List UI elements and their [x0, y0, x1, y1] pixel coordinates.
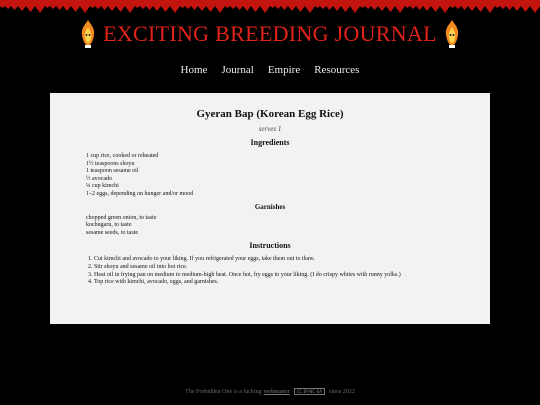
- footer-prefix: The Forbidden One is a fucking: [185, 388, 262, 395]
- recipe-title: Gyeran Bap (Korean Egg Rice): [196, 108, 344, 120]
- recipe-serves: serves 1: [258, 125, 282, 133]
- instruction-step: 4. Top rice with kimchi, avocado, eggs, and garnishes.: [94, 279, 454, 287]
- list-item: 1–2 eggs, depending on hunger and/or mood: [86, 190, 194, 197]
- instruction-step: 1. Cut kimchi and avocado to your liking. If you refrigerated your eggs, take them out to thaw.: [94, 256, 454, 264]
- site-footer: [0, 388, 540, 395]
- instruction-step: 2. Stir shoyu and sesame oil into hot rice.: [94, 264, 454, 272]
- recipe-card: [50, 93, 490, 324]
- fire-creature-icon: [443, 19, 461, 49]
- ingredients-heading: Ingredients: [250, 138, 290, 147]
- main-nav: [0, 64, 540, 76]
- site-header: [0, 14, 540, 54]
- nav-empire[interactable]: Empire: [267, 64, 301, 76]
- fire-creature-icon: [79, 19, 97, 49]
- list-item: ½ avocado: [86, 175, 112, 182]
- list-item: sesame seeds, to taste: [86, 229, 138, 236]
- list-item: 1½ teaspoons shoyu: [86, 160, 135, 167]
- cc-license-badge[interactable]: CC BY-NC-SA: [294, 388, 325, 395]
- list-item: ¼ cup kimchi: [86, 183, 119, 190]
- nav-journal[interactable]: Journal: [221, 64, 254, 76]
- list-item: chopped green onion, to taste: [86, 214, 157, 221]
- list-item: 1 cup rice, cooked or reheated: [86, 153, 159, 159]
- flame-border: [0, 0, 540, 14]
- footer-suffix: since 2022: [329, 388, 355, 395]
- instructions-list: [86, 256, 454, 286]
- nav-home[interactable]: Home: [180, 64, 208, 76]
- nav-resources[interactable]: Resources: [314, 64, 360, 76]
- instruction-step: 3. Heat oil in frying pan on medium to medium-high heat. Once hot, fry eggs to your liking. (I do crispy whites with runny yolks.): [94, 272, 454, 280]
- ingredients-list: [86, 153, 454, 199]
- list-item: 1 teaspoon sesame oil: [86, 168, 139, 175]
- garnishes-heading: Garnishes: [254, 202, 286, 211]
- garnishes-list: [86, 215, 454, 238]
- webmaster-link[interactable]: webmaster: [263, 388, 290, 395]
- site-title[interactable]: EXCITING BREEDING JOURNAL: [103, 21, 437, 46]
- instructions-heading: Instructions: [249, 241, 291, 251]
- list-item: kochugaru, to taste: [86, 222, 132, 229]
